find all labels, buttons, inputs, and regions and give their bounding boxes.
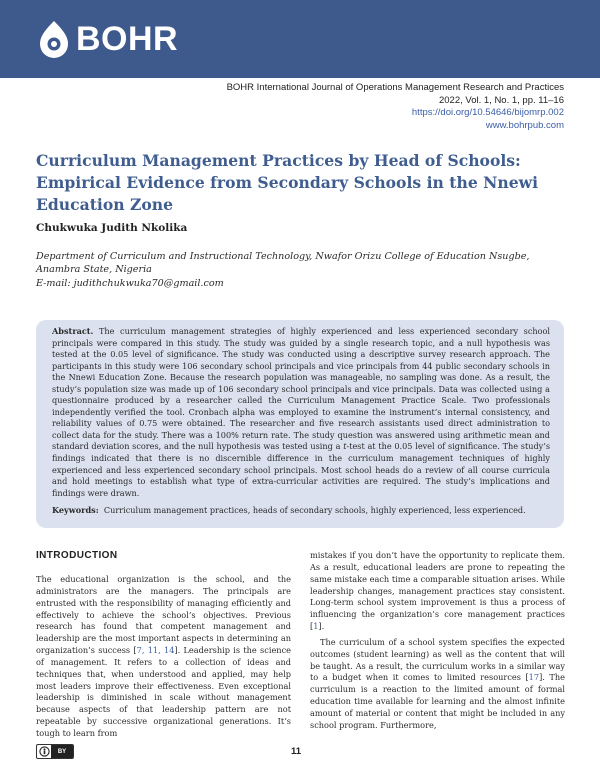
citation-link[interactable]: 17 <box>528 672 540 683</box>
intro-p1-text: The educational organization is the school, and the administrators are the managers. The principals are entrusted with the responsibility of managing efficiently and effectively to achieve the school’s objectives. Previous research has found that competent management and leadership are the most important aspects in determining an organization’s success [ <box>36 574 291 656</box>
intro-p3-text-end: ]. The curriculum is a reaction to the limited amount of formal education time available for learning and the almost infinite amount of material or content that might be included in any school program. Furthermore, <box>310 672 565 730</box>
abstract-body: The curriculum management strategies of highly experienced and less experienced secondary school principals were compared in this study. The study was guided by a single research topic, and a null hypothesis was tested at the 0.05 level of significance. The study was conducted using a descriptive survey research approach. The participants in this study were 106 secondary school principals and vice principals from 44 public secondary schools in the Nnewi Education Zone. Because the research population was manageable, no sampling was done. As a result, the study’s population size was made up of 106 secondary school principals and vice principals. Data was collected using a questionnaire produced by a researcher called the Curriculum Management Practice Scale. Two professionals independently verified the tool. Cronbach alpha was employed to examine the instrument’s internal consistency, and reliability values of 0.75 were obtained. The researcher and five research assistants used direct administration to collect data for the study. There was a 100% return rate. The study question was answered using arithmetic mean and standard deviation scores, and the null hypothesis was tested using a <box>52 326 550 452</box>
t-symbol: t <box>343 441 347 452</box>
doi-link[interactable]: https://doi.org/10.54646/bijomrp.002 <box>411 107 564 119</box>
keywords-list: Curriculum management practices, heads of secondary schools, highly experienced, less experienced. <box>103 505 526 516</box>
bohr-logo[interactable] <box>36 19 178 59</box>
keywords-label: Keywords: <box>52 505 99 516</box>
author-name: Chukwuka Judith Nkolika <box>36 222 188 234</box>
cc-license-badge[interactable] <box>36 744 74 759</box>
citation-link[interactable]: 7, 11, 14 <box>136 645 175 656</box>
right-column <box>310 550 565 732</box>
page-number: 11 <box>291 746 302 757</box>
abstract-body-end: -test at the 0.05 level of significance. The study’s findings indicated that there is no discernible difference in the curriculum management techniques of highly experienced and less experienced secondary school principals. Most school heads do a review of all course curricula and hold meetings to establish what type of extra-curricular activities are required. The study’s implications and findings were drawn. <box>52 441 550 498</box>
article-title: Curriculum Management Practices by Head of Schools: Empirical Evidence from Secondary Schools in the Nnewi Education Zone <box>36 151 539 214</box>
intro-p1-text-end: ]. Leadership is the science of management. It refers to a collection of ideas and techniques that, when understood and applied, may help most leaders improve their effectiveness. Even exceptional leadership is diminished in scale without management because aspects of that leadership pattern are not repeatable by successive organizational generations. It’s tough to learn from <box>36 645 291 738</box>
journal-meta <box>227 82 564 132</box>
citation-link[interactable]: 1 <box>313 621 319 632</box>
journal-name: BOHR International Journal of Operations Management Research and Practices <box>226 82 564 93</box>
author-affiliation <box>36 250 556 290</box>
bohr-logo-icon <box>36 19 72 59</box>
website-link[interactable]: www.bohrpub.com <box>485 119 564 131</box>
intro-paragraph-1 <box>36 574 291 740</box>
intro-paragraph-3 <box>310 637 565 732</box>
intro-paragraph-2 <box>310 550 565 633</box>
author-email[interactable]: E-mail: judithchukwuka70@gmail.com <box>36 277 224 289</box>
abstract-label: Abstract. <box>52 326 94 336</box>
keywords <box>52 505 550 517</box>
creative-commons-icon <box>37 745 51 758</box>
intro-p2-text-end: ]. <box>318 621 325 632</box>
license-by-label: BY <box>51 745 73 758</box>
journal-header-bar <box>0 0 600 78</box>
affiliation-text: Department of Curriculum and Instructional Technology, Nwafor Orizu College of Education Nsugbe, Anambra State, Nigeria <box>36 251 530 276</box>
left-column <box>36 574 291 740</box>
abstract-text <box>52 326 550 499</box>
abstract-box <box>36 320 564 528</box>
intro-p3-text: The curriculum of a school system specifies the expected outcomes (student learning) as well as the content that will be taught. As a result, the curriculum works in a similar way to a budget when it comes to limited resources [ <box>310 636 565 683</box>
journal-citation: 2022, Vol. 1, No. 1, pp. 11–16 <box>438 94 564 106</box>
introduction-heading: INTRODUCTION <box>36 550 118 561</box>
intro-p2-text: mistakes if you don’t have the opportunity to replicate them. As a result, educational leaders are prone to repeating the same mistake each time a comparable situation arises. While leadership changes, management practices stay consistent. Long-term school system improvement is thus a process of influencing the organization’s core management practices [ <box>310 550 565 632</box>
brand-name: BOHR <box>76 20 179 58</box>
